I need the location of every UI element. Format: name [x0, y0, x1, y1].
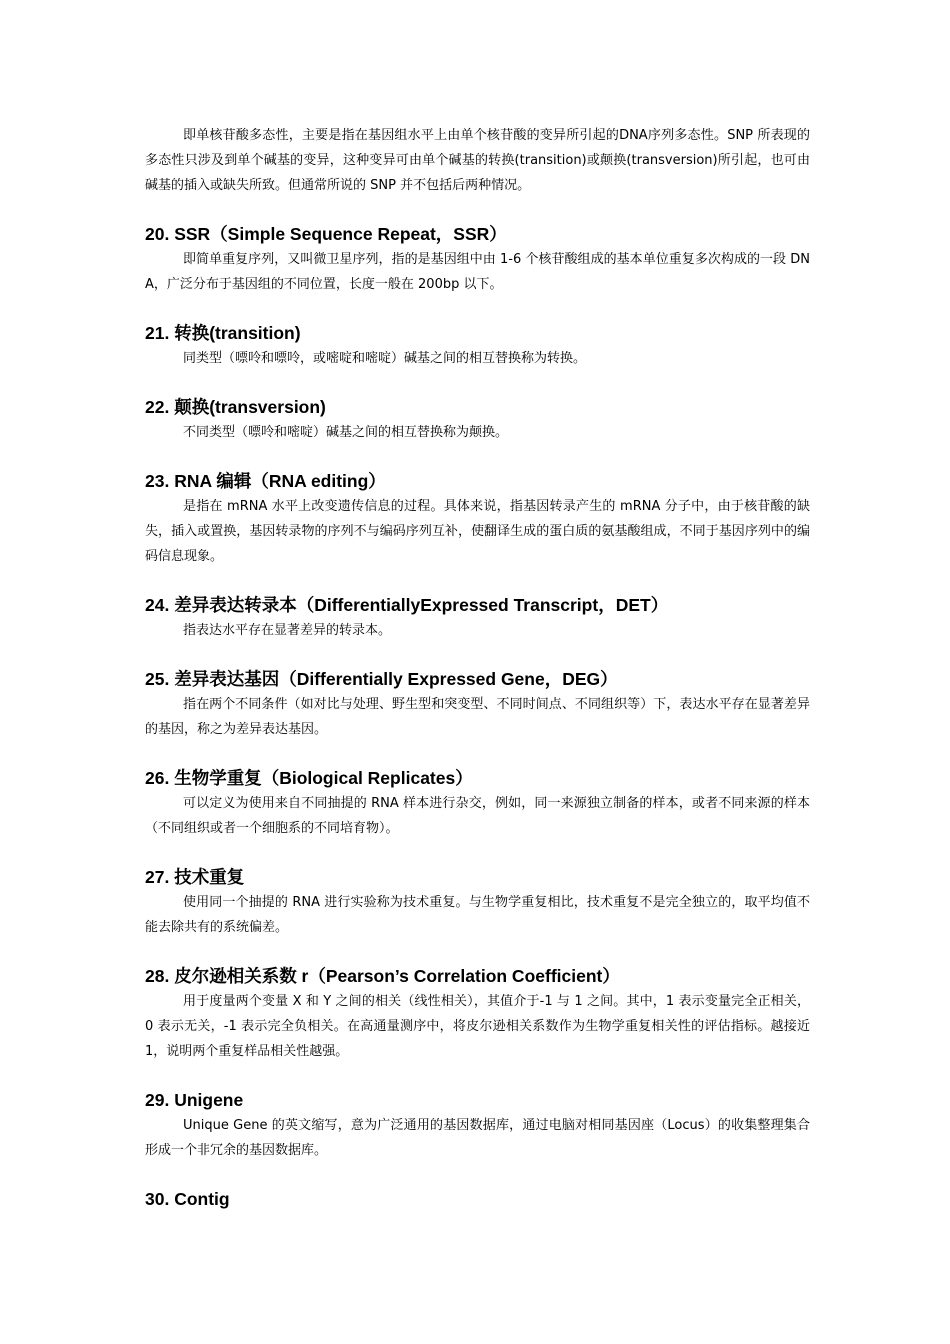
- section-30: [145, 1187, 810, 1212]
- section-heading: 26. 生物学重复（Biological Replicates）: [145, 768, 473, 788]
- section-20: [145, 222, 810, 297]
- section-heading: 20. SSR（Simple Sequence Repeat，SSR）: [145, 224, 507, 244]
- section-heading: 23. RNA 编辑（RNA editing）: [145, 471, 386, 491]
- section-22: [145, 395, 810, 445]
- section-heading: 27. 技术重复: [145, 867, 245, 887]
- intro-text: 即单核苷酸多态性，主要是指在基因组水平上由单个核苷酸的变异所引起的DNA序列多态性。SNP 所表现的多态性只涉及到单个碱基的变异，这种变异可由单个碱基的转换(transition)或颠换(transversion)所引起，也可由碱基的插入或缺失所致。但通常所说的 SNP 并不包括后两种情况。: [145, 128, 810, 193]
- section-body: 是指在 mRNA 水平上改变遗传信息的过程。具体来说，指基因转录产生的 mRNA 分子中，由于核苷酸的缺失，插入或置换，基因转录物的序列不与编码序列互补，使翻译生成的蛋白质的氨基酸组成，不同于基因序列中的编码信息现象。: [145, 499, 810, 564]
- section-heading: 29. Unigene: [145, 1090, 244, 1110]
- section-body: 指在两个不同条件（如对比与处理、野生型和突变型、不同时间点、不同组织等）下，表达水平存在显著差异的基因，称之为差异表达基因。: [145, 697, 810, 737]
- section-body: 即简单重复序列，又叫微卫星序列，指的是基因组中由 1-6 个核苷酸组成的基本单位重复多次构成的一段 DNA，广泛分布于基因组的不同位置，长度一般在 200bp 以下。: [145, 252, 810, 292]
- section-body: 使用同一个抽提的 RNA 进行实验称为技术重复。与生物学重复相比，技术重复不是完全独立的，取平均值不能去除共有的系统偏差。: [145, 895, 810, 935]
- section-26: [145, 766, 810, 841]
- section-heading: 21. 转换(transition): [145, 323, 301, 343]
- section-28: [145, 964, 810, 1064]
- section-body: Unique Gene 的英文缩写，意为广泛通用的基因数据库，通过电脑对相同基因座（Locus）的收集整理集合形成一个非冗余的基因数据库。: [145, 1118, 810, 1158]
- section-body: 指表达水平存在显著差异的转录本。: [183, 623, 392, 638]
- section-29: [145, 1088, 810, 1163]
- section-heading: 30. Contig: [145, 1189, 230, 1209]
- section-heading: 24. 差异表达转录本（DifferentiallyExpressed Transcript，DET）: [145, 595, 669, 615]
- section-24: [145, 593, 810, 643]
- section-27: [145, 865, 810, 940]
- section-heading: 28. 皮尔逊相关系数 r（Pearson’s Correlation Coefficient）: [145, 966, 620, 986]
- section-heading: 25. 差异表达基因（Differentially Expressed Gene，DEG）: [145, 669, 618, 689]
- section-23: [145, 469, 810, 569]
- section-heading: 22. 颠换(transversion): [145, 397, 326, 417]
- section-body: 同类型（嘌呤和嘌呤，或嘧啶和嘧啶）碱基之间的相互替换称为转换。: [183, 351, 587, 366]
- intro-paragraph: [145, 123, 810, 198]
- section-body: 用于度量两个变量 X 和 Y 之间的相关（线性相关），其值介于-1 与 1 之间。其中，1 表示变量完全正相关，0 表示无关，-1 表示完全负相关。在高通量测序中，将皮尔逊相关系数作为生物学重复相关性的评估指标。越接近 1，说明两个重复样品相关性越强。: [145, 994, 810, 1059]
- section-25: [145, 667, 810, 742]
- section-body: 可以定义为使用来自不同抽提的 RNA 样本进行杂交，例如，同一来源独立制备的样本，或者不同来源的样本（不同组织或者一个细胞系的不同培育物）。: [145, 796, 810, 836]
- section-body: 不同类型（嘌呤和嘧啶）碱基之间的相互替换称为颠换。: [183, 425, 509, 440]
- document-content: [145, 123, 810, 1212]
- section-21: [145, 321, 810, 371]
